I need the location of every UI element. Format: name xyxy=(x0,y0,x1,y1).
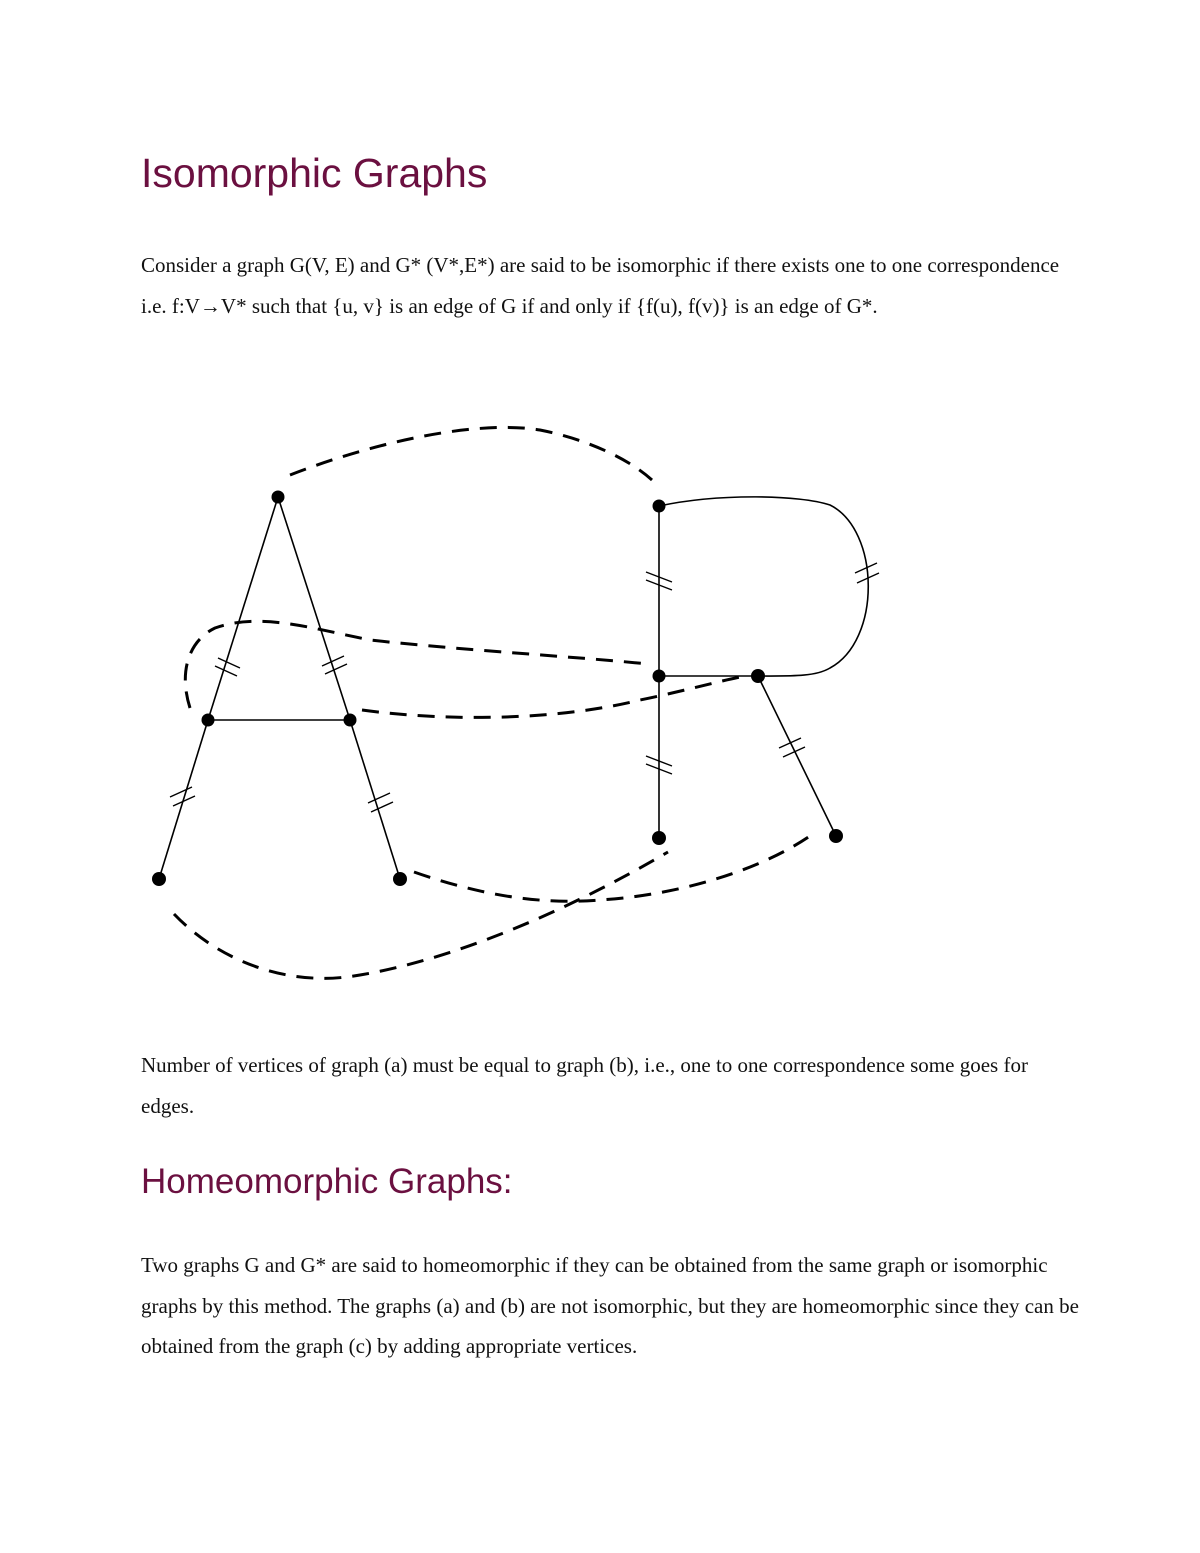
isomorphic-graph-diagram xyxy=(0,400,1200,1000)
vertex xyxy=(152,872,166,886)
graph-a-edges xyxy=(159,497,400,879)
vertex xyxy=(202,714,215,727)
vertices xyxy=(152,491,843,887)
dashed-curve xyxy=(174,852,668,978)
dashed-curve xyxy=(185,621,648,708)
vertex xyxy=(829,829,843,843)
vertex-count-paragraph: Number of vertices of graph (a) must be equal to graph (b), i.e., one to one correspondence some goes for edges. xyxy=(141,1053,1028,1118)
tick-mark xyxy=(368,793,393,812)
vertex xyxy=(653,670,666,683)
edge xyxy=(208,497,278,720)
dashed-curve xyxy=(362,676,745,717)
tick-marks xyxy=(170,563,879,812)
dashed-curve xyxy=(414,836,810,901)
homeomorphic-graphs-heading: Homeomorphic Graphs: xyxy=(141,1162,513,1201)
dashed-curve xyxy=(290,427,652,480)
edge xyxy=(278,497,350,720)
isomorphic-graphs-heading: Isomorphic Graphs xyxy=(141,150,488,196)
tick-mark xyxy=(215,658,240,676)
edge xyxy=(159,720,208,879)
homeomorphic-definition-paragraph: Two graphs G and G* are said to homeomorphic if they can be obtained from the same graph or isomorphic graphs by this method. The graphs (a) and (b) are not isomorphic, but they are homeomorphic since they can be obtained from the graph (c) by adding appropriate vertices. xyxy=(141,1253,1079,1358)
edge xyxy=(659,497,868,676)
vertex xyxy=(653,500,666,513)
isomorphism-definition-paragraph: Consider a graph G(V, E) and G* (V*,E*) are said to be isomorphic if there exists one to one correspondence i.e. f:V→V* such that {u, v} is an edge of G if and only if {f(u), f(v)} is an edge of G*. xyxy=(141,253,1060,318)
vertex xyxy=(751,669,765,683)
edge xyxy=(758,676,836,836)
graph-r-edges xyxy=(659,497,868,838)
vertex xyxy=(393,872,407,886)
correspondence-lines xyxy=(174,427,810,978)
vertex xyxy=(272,491,285,504)
vertex xyxy=(344,714,357,727)
vertex xyxy=(652,831,666,845)
